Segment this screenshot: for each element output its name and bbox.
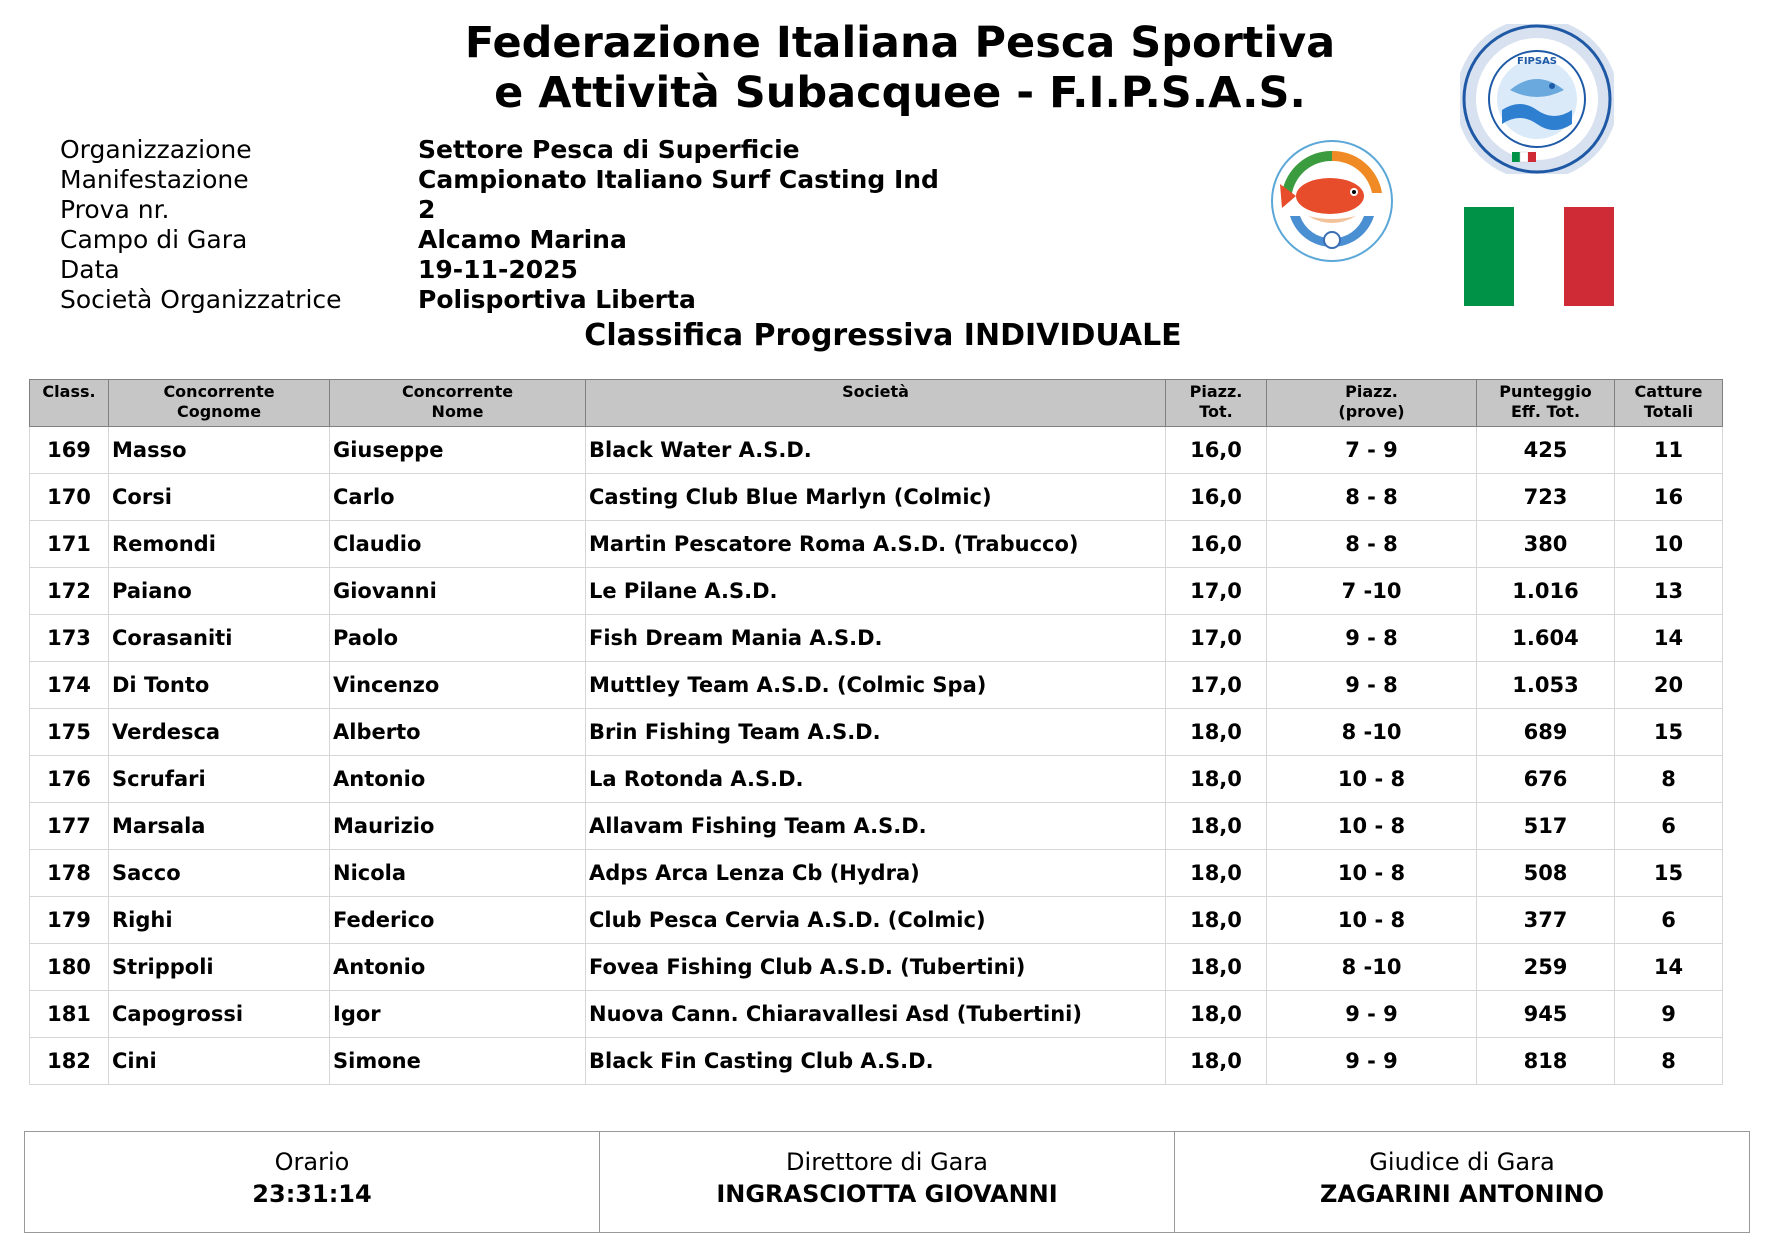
cell-piazz-prove: 9 - 8 (1267, 662, 1477, 709)
cell-piazz-prove: 8 - 8 (1267, 521, 1477, 568)
cell-class: 176 (30, 756, 109, 803)
cell-nome: Giovanni (330, 568, 586, 615)
cell-piazz-tot: 17,0 (1166, 615, 1267, 662)
cell-class: 173 (30, 615, 109, 662)
cell-class: 170 (30, 474, 109, 521)
cell-piazz-prove: 10 - 8 (1267, 803, 1477, 850)
cell-cognome: Verdesca (109, 709, 330, 756)
footer-value: INGRASCIOTTA GIOVANNI (716, 1180, 1058, 1208)
cell-punteggio: 259 (1477, 944, 1615, 991)
cell-piazz-tot: 18,0 (1166, 756, 1267, 803)
info-row-manifestazione (60, 164, 939, 194)
header-catture[interactable]: Catture Totali (1615, 380, 1723, 427)
table-row[interactable] (30, 991, 1723, 1038)
fipsas-logo (1460, 24, 1614, 174)
cell-societa: Martin Pescatore Roma A.S.D. (Trabucco) (586, 521, 1166, 568)
catch-and-release-logo (1268, 138, 1396, 264)
results-table (29, 379, 1723, 1085)
cell-punteggio: 425 (1477, 427, 1615, 474)
cell-piazz-tot: 18,0 (1166, 944, 1267, 991)
flag-stripe-white (1514, 207, 1564, 306)
cell-cognome: Scrufari (109, 756, 330, 803)
header-piazz-tot[interactable]: Piazz. Tot. (1166, 380, 1267, 427)
footer-direttore (600, 1132, 1175, 1232)
header-cognome[interactable]: Concorrente Cognome (109, 380, 330, 427)
cell-punteggio: 1.016 (1477, 568, 1615, 615)
footer-value: 23:31:14 (252, 1180, 372, 1208)
cell-cognome: Remondi (109, 521, 330, 568)
cell-piazz-prove: 10 - 8 (1267, 850, 1477, 897)
info-label: Campo di Gara (60, 224, 248, 254)
cell-societa: Allavam Fishing Team A.S.D. (586, 803, 1166, 850)
cell-cognome: Di Tonto (109, 662, 330, 709)
cell-nome: Vincenzo (330, 662, 586, 709)
cell-punteggio: 723 (1477, 474, 1615, 521)
cell-cognome: Corsi (109, 474, 330, 521)
cell-class: 177 (30, 803, 109, 850)
cell-catture: 13 (1615, 568, 1723, 615)
info-label: Prova nr. (60, 194, 170, 224)
cell-nome: Simone (330, 1038, 586, 1085)
table-row[interactable] (30, 709, 1723, 756)
cell-piazz-tot: 18,0 (1166, 991, 1267, 1038)
cell-nome: Antonio (330, 756, 586, 803)
cell-piazz-tot: 18,0 (1166, 803, 1267, 850)
cell-class: 182 (30, 1038, 109, 1085)
cell-class: 180 (30, 944, 109, 991)
cell-piazz-prove: 8 - 8 (1267, 474, 1477, 521)
cell-societa: Nuova Cann. Chiaravallesi Asd (Tubertini) (586, 991, 1166, 1038)
table-row[interactable] (30, 427, 1723, 474)
table-row[interactable] (30, 615, 1723, 662)
cell-piazz-prove: 7 - 9 (1267, 427, 1477, 474)
table-row[interactable] (30, 568, 1723, 615)
header-punteggio[interactable]: Punteggio Eff. Tot. (1477, 380, 1615, 427)
info-row-prova (60, 194, 939, 224)
table-row[interactable] (30, 662, 1723, 709)
table-row[interactable] (30, 897, 1723, 944)
cell-catture: 15 (1615, 850, 1723, 897)
cell-punteggio: 676 (1477, 756, 1615, 803)
cell-cognome: Masso (109, 427, 330, 474)
cell-piazz-tot: 18,0 (1166, 850, 1267, 897)
cell-nome: Alberto (330, 709, 586, 756)
info-label: Manifestazione (60, 164, 249, 194)
cell-piazz-prove: 8 -10 (1267, 709, 1477, 756)
cell-piazz-prove: 10 - 8 (1267, 897, 1477, 944)
event-info (60, 134, 939, 314)
cell-nome: Paolo (330, 615, 586, 662)
cell-nome: Giuseppe (330, 427, 586, 474)
cell-class: 181 (30, 991, 109, 1038)
cell-catture: 8 (1615, 756, 1723, 803)
info-row-data (60, 254, 939, 284)
cell-nome: Carlo (330, 474, 586, 521)
footer (24, 1131, 1750, 1233)
cell-catture: 10 (1615, 521, 1723, 568)
cell-cognome: Paiano (109, 568, 330, 615)
table-row[interactable] (30, 521, 1723, 568)
cell-nome: Claudio (330, 521, 586, 568)
cell-punteggio: 818 (1477, 1038, 1615, 1085)
footer-label: Giudice di Gara (1369, 1148, 1555, 1176)
cell-catture: 8 (1615, 1038, 1723, 1085)
header-class[interactable]: Class. (30, 380, 109, 427)
cell-piazz-prove: 8 -10 (1267, 944, 1477, 991)
cell-piazz-prove: 9 - 9 (1267, 1038, 1477, 1085)
cell-punteggio: 380 (1477, 521, 1615, 568)
info-row-organizzazione (60, 134, 939, 164)
table-row[interactable] (30, 1038, 1723, 1085)
cell-class: 174 (30, 662, 109, 709)
flag-stripe-red (1564, 207, 1614, 306)
header-nome[interactable]: Concorrente Nome (330, 380, 586, 427)
table-row[interactable] (30, 803, 1723, 850)
cell-societa: Fish Dream Mania A.S.D. (586, 615, 1166, 662)
cell-cognome: Corasaniti (109, 615, 330, 662)
cell-catture: 9 (1615, 991, 1723, 1038)
cell-piazz-tot: 18,0 (1166, 1038, 1267, 1085)
info-value: 19-11-2025 (418, 254, 578, 284)
cell-piazz-prove: 10 - 8 (1267, 756, 1477, 803)
cell-class: 169 (30, 427, 109, 474)
cell-piazz-prove: 9 - 8 (1267, 615, 1477, 662)
cell-societa: Brin Fishing Team A.S.D. (586, 709, 1166, 756)
title-line-1: Federazione Italiana Pesca Sportiva (464, 18, 1336, 68)
cell-catture: 15 (1615, 709, 1723, 756)
cell-societa: Fovea Fishing Club A.S.D. (Tubertini) (586, 944, 1166, 991)
cell-nome: Antonio (330, 944, 586, 991)
info-value: Polisportiva Liberta (418, 284, 696, 314)
cell-societa: Adps Arca Lenza Cb (Hydra) (586, 850, 1166, 897)
cell-cognome: Righi (109, 897, 330, 944)
cell-punteggio: 689 (1477, 709, 1615, 756)
info-label: Società Organizzatrice (60, 284, 342, 314)
info-row-societa (60, 284, 939, 314)
cell-societa: Black Water A.S.D. (586, 427, 1166, 474)
cell-nome: Maurizio (330, 803, 586, 850)
cell-catture: 6 (1615, 897, 1723, 944)
footer-giudice (1175, 1132, 1749, 1232)
cell-piazz-tot: 17,0 (1166, 662, 1267, 709)
info-value: Alcamo Marina (418, 224, 627, 254)
cell-cognome: Cini (109, 1038, 330, 1085)
cell-cognome: Capogrossi (109, 991, 330, 1038)
page-title (400, 18, 1400, 118)
cell-piazz-tot: 16,0 (1166, 521, 1267, 568)
flag-stripe-green (1464, 207, 1514, 306)
table-row[interactable] (30, 944, 1723, 991)
table-row[interactable] (30, 474, 1723, 521)
cell-punteggio: 1.604 (1477, 615, 1615, 662)
results-body (30, 427, 1723, 1085)
cell-catture: 11 (1615, 427, 1723, 474)
cell-punteggio: 508 (1477, 850, 1615, 897)
cell-class: 172 (30, 568, 109, 615)
cell-societa: Le Pilane A.S.D. (586, 568, 1166, 615)
title-line-2: e Attività Subacquee - F.I.P.S.A.S. (494, 68, 1306, 118)
fipsas-short-label: FIPSAS (1516, 56, 1558, 67)
info-value: Campionato Italiano Surf Casting Ind (418, 164, 939, 194)
cell-punteggio: 945 (1477, 991, 1615, 1038)
cell-piazz-tot: 16,0 (1166, 427, 1267, 474)
cell-class: 175 (30, 709, 109, 756)
cell-class: 179 (30, 897, 109, 944)
cell-societa: Casting Club Blue Marlyn (Colmic) (586, 474, 1166, 521)
info-row-campo (60, 224, 939, 254)
cell-class: 171 (30, 521, 109, 568)
cell-class: 178 (30, 850, 109, 897)
cell-nome: Igor (330, 991, 586, 1038)
cell-punteggio: 1.053 (1477, 662, 1615, 709)
cell-nome: Nicola (330, 850, 586, 897)
info-label: Organizzazione (60, 134, 252, 164)
info-value: 2 (418, 194, 436, 224)
cell-nome: Federico (330, 897, 586, 944)
info-value: Settore Pesca di Superficie (418, 134, 800, 164)
cell-piazz-tot: 17,0 (1166, 568, 1267, 615)
cell-catture: 16 (1615, 474, 1723, 521)
italian-flag (1464, 207, 1614, 306)
cell-punteggio: 517 (1477, 803, 1615, 850)
table-header-row (30, 380, 1723, 427)
table-row[interactable] (30, 756, 1723, 803)
cell-piazz-tot: 18,0 (1166, 897, 1267, 944)
cell-societa: Black Fin Casting Club A.S.D. (586, 1038, 1166, 1085)
footer-value: ZAGARINI ANTONINO (1320, 1180, 1604, 1208)
footer-orario (25, 1132, 600, 1232)
cell-piazz-prove: 7 -10 (1267, 568, 1477, 615)
cell-societa: Club Pesca Cervia A.S.D. (Colmic) (586, 897, 1166, 944)
cell-societa: La Rotonda A.S.D. (586, 756, 1166, 803)
header-piazz-prove[interactable]: Piazz. (prove) (1267, 380, 1477, 427)
cell-cognome: Marsala (109, 803, 330, 850)
cell-punteggio: 377 (1477, 897, 1615, 944)
cell-cognome: Sacco (109, 850, 330, 897)
cell-piazz-tot: 18,0 (1166, 709, 1267, 756)
cell-piazz-prove: 9 - 9 (1267, 991, 1477, 1038)
footer-label: Direttore di Gara (786, 1148, 988, 1176)
footer-label: Orario (274, 1148, 350, 1176)
cell-catture: 14 (1615, 615, 1723, 662)
cell-societa: Muttley Team A.S.D. (Colmic Spa) (586, 662, 1166, 709)
cell-cognome: Strippoli (109, 944, 330, 991)
cell-catture: 14 (1615, 944, 1723, 991)
cell-catture: 6 (1615, 803, 1723, 850)
table-row[interactable] (30, 850, 1723, 897)
header-societa[interactable]: Società (586, 380, 1166, 427)
info-label: Data (60, 254, 120, 284)
cell-catture: 20 (1615, 662, 1723, 709)
ranking-title: Classifica Progressiva INDIVIDUALE (584, 318, 1182, 353)
cell-piazz-tot: 16,0 (1166, 474, 1267, 521)
